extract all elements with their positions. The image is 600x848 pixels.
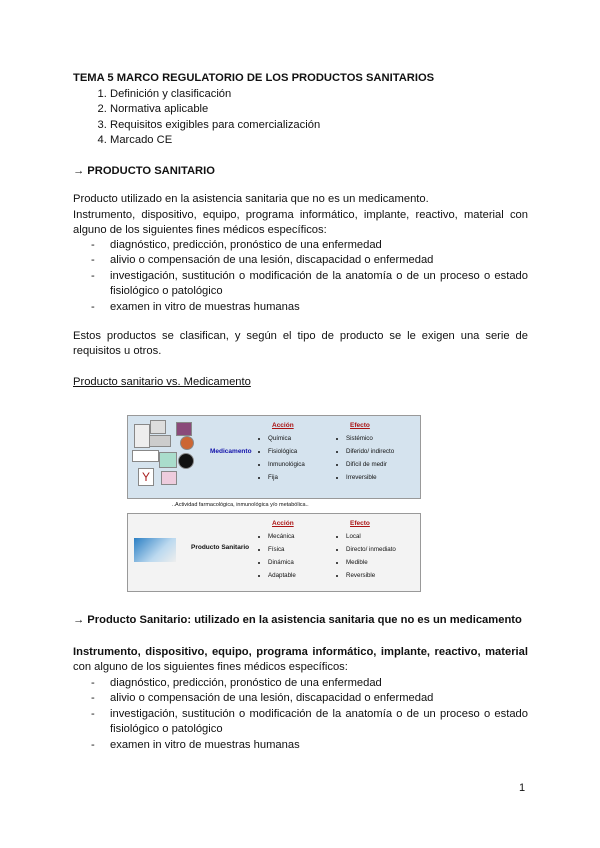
list-item: • Química: [268, 432, 305, 445]
list-item: • Sistémico: [346, 432, 394, 445]
list-item: • Reversible: [346, 569, 396, 582]
list-item: • Medible: [346, 556, 396, 569]
section-heading: → PRODUCTO SANITARIO: [73, 165, 215, 177]
list-item: • Diferido/ indirecto: [346, 445, 394, 458]
toc-item: 2. Normativa aplicable: [110, 102, 528, 117]
toc-item: 3. Requisitos exigibles para comercialización: [110, 118, 528, 133]
document-title: TEMA 5 MARCO REGULATORIO DE LOS PRODUCTOS SANITARIOS: [73, 72, 435, 84]
producto-label: Producto Sanitario: [191, 544, 250, 551]
list-item: - investigación, sustitución o modificación de la anatomía o de un proceso o estado fisiológico o patológico: [73, 707, 528, 738]
list-item: • Local: [346, 530, 396, 543]
paragraph: Producto utilizado en la asistencia sanitaria que no es un medicamento.: [73, 193, 429, 205]
list-item: • Mecánica: [268, 530, 296, 543]
list-item: • Fisiológica: [268, 445, 305, 458]
accion-heading: Acción: [272, 520, 294, 527]
list-item: - alivio o compensación de una lesión, discapacidad o enfermedad: [73, 253, 528, 268]
list-item: - diagnóstico, predicción, pronóstico de una enfermedad: [73, 676, 528, 691]
paragraph: Instrumento, dispositivo, equipo, programa informático, implante, reactivo, material con alguno de los siguientes fines médicos específicos:: [73, 646, 528, 674]
list-item: - alivio o compensación de una lesión, discapacidad o enfermedad: [73, 691, 528, 706]
list-item: • Física: [268, 543, 296, 556]
list-item: - examen in vitro de muestras humanas: [73, 738, 528, 753]
list-item: - examen in vitro de muestras humanas: [73, 300, 528, 315]
page-number: 1: [519, 782, 526, 794]
subheading: Producto sanitario vs. Medicamento: [73, 376, 251, 388]
figure-medicamento: Y Medicamento Acción • Química • Fisiológica • Inmunológica • Fija Efecto • Sistémico • Diferido/ indirecto • Difícil de medir • Irreversible: [127, 415, 421, 499]
list-item: • Dinámica: [268, 556, 296, 569]
bullet-list: [73, 238, 528, 315]
efecto-heading: Efecto: [350, 422, 370, 429]
paragraph: Instrumento, dispositivo, equipo, programa informático, implante, reactivo, material con alguno de los siguientes fines médicos específicos:: [73, 209, 528, 237]
list-item: • Adaptable: [268, 569, 296, 582]
list-item: • Irreversible: [346, 471, 394, 484]
accion-heading: Acción: [272, 422, 294, 429]
list-item: • Directo/ inmediato: [346, 543, 396, 556]
bullet-list: [73, 676, 528, 753]
paragraph: Estos productos se clasifican, y según el tipo de producto se le exigen una serie de requisitos u otros.: [73, 330, 528, 358]
figure-caption: ..Actividad farmacológica, inmunológica y/o metabólica..: [172, 502, 309, 508]
toc-item: 4. Marcado CE: [110, 133, 528, 148]
toc-item: 1. Definición y clasificación: [110, 87, 528, 102]
list-item: • Fija: [268, 471, 305, 484]
list-item: • Inmunológica: [268, 458, 305, 471]
list-item: • Difícil de medir: [346, 458, 394, 471]
efecto-heading: Efecto: [350, 520, 370, 527]
medicamento-label: Medicamento: [210, 448, 252, 455]
section-heading: → Producto Sanitario: utilizado en la asistencia sanitaria que no es un medicamento: [73, 614, 522, 626]
medical-device-image: [134, 538, 176, 562]
toc-list: [73, 87, 528, 149]
figure-producto-sanitario: [127, 513, 421, 592]
list-item: - diagnóstico, predicción, pronóstico de una enfermedad: [73, 238, 528, 253]
list-item: - investigación, sustitución o modificación de la anatomía o de un proceso o estado fisiológico o patológico: [73, 269, 528, 300]
